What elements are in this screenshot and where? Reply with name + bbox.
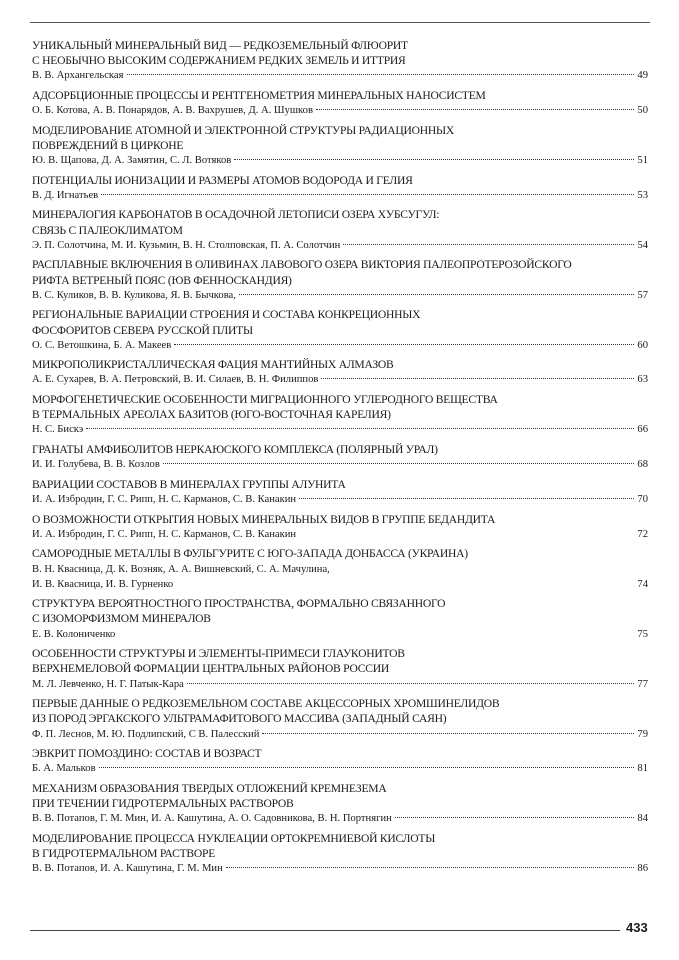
entry-title-line: ПРИ ТЕЧЕНИИ ГИДРОТЕРМАЛЬНЫХ РАСТВОРОВ bbox=[32, 797, 294, 811]
toc-entry bbox=[32, 831, 648, 877]
dot-leader bbox=[262, 733, 634, 734]
entry-authors-line bbox=[32, 288, 648, 303]
entry-title-line: В ТЕРМАЛЬНЫХ АРЕОЛАХ БАЗИТОВ (ЮГО-ВОСТОЧНАЯ КАРЕЛИЯ) bbox=[32, 408, 391, 422]
entry-title-line: ИЗ ПОРОД ЭРГАКСКОГО УЛЬТРАМАФИТОВОГО МАССИВА (ЗАПАДНЫЙ САЯН) bbox=[32, 712, 447, 726]
entry-authors: М. Л. Левченко, Н. Г. Патык-Кара bbox=[32, 678, 184, 690]
toc-entry bbox=[32, 207, 648, 253]
entry-authors: И. И. Голубева, В. В. Козлов bbox=[32, 459, 160, 471]
entry-title-line: РИФТА ВЕТРЕНЫЙ ПОЯС (ЮВ ФЕННОСКАНДИЯ) bbox=[32, 273, 292, 287]
entry-authors: О. С. Ветошкина, Б. А. Макеев bbox=[32, 339, 172, 351]
entry-authors-line bbox=[32, 338, 648, 353]
dot-leader bbox=[187, 683, 635, 684]
entry-authors-line bbox=[32, 188, 648, 203]
dot-leader bbox=[321, 378, 634, 379]
entry-authors-line bbox=[32, 492, 648, 507]
dot-leader bbox=[99, 767, 635, 768]
dot-leader bbox=[239, 294, 634, 295]
dot-leader bbox=[299, 498, 634, 499]
entry-page-number: 74 bbox=[637, 578, 648, 590]
entry-title-line: С НЕОБЫЧНО ВЫСОКИМ СОДЕРЖАНИЕМ РЕДКИХ ЗЕМЕЛЬ И ИТТРИЯ bbox=[32, 54, 406, 68]
entry-authors-line bbox=[32, 527, 648, 542]
toc-entry bbox=[32, 477, 648, 507]
entry-authors: В. В. Архангельская bbox=[32, 70, 124, 82]
toc-entry bbox=[32, 257, 648, 303]
entry-page-number: 60 bbox=[637, 339, 648, 351]
entry-page-number: 77 bbox=[637, 678, 648, 690]
entry-page-number: 68 bbox=[637, 459, 648, 471]
entry-title-line: В ГИДРОТЕРМАЛЬНОМ РАСТВОРЕ bbox=[32, 847, 216, 861]
entry-title-line: РАСПЛАВНЫЕ ВКЛЮЧЕНИЯ В ОЛИВИНАХ ЛАВОВОГО ОЗЕРА ВИКТОРИЯ ПАЛЕОПРОТЕРОЗОЙСКОГО bbox=[32, 258, 572, 272]
header-rule bbox=[30, 22, 650, 23]
entry-page-number: 81 bbox=[637, 763, 648, 775]
entry-authors: Б. А. Мальков bbox=[32, 763, 96, 775]
entry-authors: В. В. Потапов, Г. М. Мин, И. А. Кашутина, А. О. Садовникова, В. Н. Портнягин bbox=[32, 813, 392, 825]
entry-authors: Н. С. Бискэ bbox=[32, 424, 84, 436]
entry-title-line: УНИКАЛЬНЫЙ МИНЕРАЛЬНЫЙ ВИД — РЕДКОЗЕМЕЛЬНЫЙ ФЛЮОРИТ bbox=[32, 39, 408, 52]
toc-entry bbox=[32, 696, 648, 742]
entry-authors: В. В. Потапов, И. А. Кашутина, Г. М. Мин bbox=[32, 863, 223, 875]
entry-title-line: МОРФОГЕНЕТИЧЕСКИЕ ОСОБЕННОСТИ МИГРАЦИОННОГО УГЛЕРОДНОГО ВЕЩЕСТВА bbox=[32, 393, 498, 407]
entry-page-number: 75 bbox=[637, 628, 648, 640]
entry-authors: Ф. П. Леснов, М. Ю. Подлипский, С В. Палесский bbox=[32, 728, 260, 740]
table-of-contents bbox=[32, 38, 648, 881]
entry-page-number: 49 bbox=[637, 70, 648, 82]
entry-title-line: ФОСФОРИТОВ СЕВЕРА РУССКОЙ ПЛИТЫ bbox=[32, 323, 253, 337]
toc-entry bbox=[32, 546, 648, 592]
entry-title-line: С ИЗОМОРФИЗМОМ МИНЕРАЛОВ bbox=[32, 612, 211, 626]
entry-authors-line bbox=[32, 761, 648, 776]
entry-authors-line bbox=[32, 238, 648, 253]
toc-entry bbox=[32, 781, 648, 827]
entry-authors-line bbox=[32, 861, 648, 876]
toc-entry bbox=[32, 88, 648, 118]
entry-title-line: МИКРОПОЛИКРИСТАЛЛИЧЕСКАЯ ФАЦИЯ МАНТИЙНЫХ АЛМАЗОВ bbox=[32, 358, 394, 372]
toc-entry bbox=[32, 123, 648, 169]
entry-title-line: РЕГИОНАЛЬНЫЕ ВАРИАЦИИ СТРОЕНИЯ И СОСТАВА КОНКРЕЦИОННЫХ bbox=[32, 308, 421, 322]
entry-authors: В. С. Куликов, В. В. Куликова, Я. В. Бычкова, bbox=[32, 289, 236, 301]
entry-title-line: АДСОРБЦИОННЫЕ ПРОЦЕССЫ И РЕНТГЕНОМЕТРИЯ МИНЕРАЛЬНЫХ НАНОСИСТЕМ bbox=[32, 88, 486, 102]
entry-authors-line bbox=[32, 372, 648, 387]
entry-authors-line bbox=[32, 562, 648, 577]
entry-title-line: ПОВРЕЖДЕНИЙ В ЦИРКОНЕ bbox=[32, 138, 184, 152]
dot-leader bbox=[316, 109, 634, 110]
entry-page-number: 57 bbox=[637, 289, 648, 301]
entry-authors: И. В. Квасница, И. В. Гурненко bbox=[32, 578, 174, 590]
entry-authors: А. Е. Сухарев, В. А. Петровский, В. И. Силаев, В. Н. Филиппов bbox=[32, 374, 319, 386]
entry-page-number: 66 bbox=[637, 424, 648, 436]
toc-entry bbox=[32, 442, 648, 472]
dot-leader bbox=[101, 194, 634, 195]
entry-title-line: ПЕРВЫЕ ДАННЫЕ О РЕДКОЗЕМЕЛЬНОМ СОСТАВЕ АКЦЕССОРНЫХ ХРОМШИНЕЛИДОВ bbox=[32, 697, 500, 711]
entry-authors-line bbox=[32, 727, 648, 742]
entry-title-line: МОДЕЛИРОВАНИЕ АТОМНОЙ И ЭЛЕКТРОННОЙ СТРУКТУРЫ РАДИАЦИОННЫХ bbox=[32, 123, 455, 137]
entry-page-number: 50 bbox=[637, 105, 648, 117]
entry-authors: И. А. Избродин, Г. С. Рипп, Н. С. Карманов, С. В. Канакин bbox=[32, 493, 297, 505]
entry-page-number: 63 bbox=[637, 374, 648, 386]
page-number: 433 bbox=[626, 920, 648, 935]
entry-authors-line bbox=[32, 457, 648, 472]
toc-entry bbox=[32, 38, 648, 84]
toc-entry bbox=[32, 392, 648, 438]
toc-entry bbox=[32, 646, 648, 692]
entry-title-line: ЭВКРИТ ПОМОЗДИНО: СОСТАВ И ВОЗРАСТ bbox=[32, 747, 262, 761]
entry-page-number: 70 bbox=[637, 493, 648, 505]
entry-title-line: МОДЕЛИРОВАНИЕ ПРОЦЕССА НУКЛЕАЦИИ ОРТОКРЕМНИЕВОЙ КИСЛОТЫ bbox=[32, 831, 436, 845]
entry-authors-line bbox=[32, 677, 648, 692]
entry-page-number: 51 bbox=[637, 155, 648, 167]
entry-title-line: ОСОБЕННОСТИ СТРУКТУРЫ И ЭЛЕМЕНТЫ-ПРИМЕСИ ГЛАУКОНИТОВ bbox=[32, 647, 405, 661]
entry-title-line: МЕХАНИЗМ ОБРАЗОВАНИЯ ТВЕРДЫХ ОТЛОЖЕНИЙ КРЕМНЕЗЕМА bbox=[32, 781, 387, 795]
toc-entry bbox=[32, 357, 648, 387]
entry-title-line: САМОРОДНЫЕ МЕТАЛЛЫ В ФУЛЬГУРИТЕ С ЮГО-ЗАПАДА ДОНБАССА (УКРАИНА) bbox=[32, 547, 468, 561]
dot-leader bbox=[127, 74, 635, 75]
toc-entry bbox=[32, 512, 648, 542]
entry-authors-line bbox=[32, 422, 648, 437]
entry-page-number: 86 bbox=[637, 863, 648, 875]
entry-title-line: ГРАНАТЫ АМФИБОЛИТОВ НЕРКАЮСКОГО КОМПЛЕКСА (ПОЛЯРНЫЙ УРАЛ) bbox=[32, 443, 438, 457]
toc-entry bbox=[32, 596, 648, 642]
entry-title-line: О ВОЗМОЖНОСТИ ОТКРЫТИЯ НОВЫХ МИНЕРАЛЬНЫХ ВИДОВ В ГРУППЕ БЕДАНДИТА bbox=[32, 512, 496, 526]
entry-authors: В. Н. Квасница, Д. К. Возняк, А. А. Вишневский, С. А. Мачулина, bbox=[32, 563, 330, 575]
footer-rule bbox=[30, 930, 620, 931]
entry-page-number: 53 bbox=[637, 189, 648, 201]
entry-authors: Ю. В. Щапова, Д. А. Замятин, С. Л. Вотяков bbox=[32, 155, 232, 167]
entry-authors: Е. В. Колониченко bbox=[32, 628, 116, 640]
toc-entry bbox=[32, 307, 648, 353]
entry-title-line: СТРУКТУРА ВЕРОЯТНОСТНОГО ПРОСТРАНСТВА, ФОРМАЛЬНО СВЯЗАННОГО bbox=[32, 597, 446, 611]
entry-authors: Э. П. Солотчина, М. И. Кузьмин, В. Н. Столповская, П. А. Солотчин bbox=[32, 239, 341, 251]
entry-authors-line bbox=[32, 577, 648, 592]
entry-page-number: 84 bbox=[637, 813, 648, 825]
entry-authors-line bbox=[32, 68, 648, 83]
entry-authors-line bbox=[32, 153, 648, 168]
entry-authors-line bbox=[32, 103, 648, 118]
entry-title-line: ПОТЕНЦИАЛЫ ИОНИЗАЦИИ И РАЗМЕРЫ АТОМОВ ВОДОРОДА И ГЕЛИЯ bbox=[32, 173, 413, 187]
toc-entry bbox=[32, 173, 648, 203]
entry-authors-line bbox=[32, 811, 648, 826]
entry-page-number: 79 bbox=[637, 728, 648, 740]
entry-authors: И. А. Избродин, Г. С. Рипп, Н. С. Карманов, С. В. Канакин bbox=[32, 528, 297, 540]
entry-title-line: ВЕРХНЕМЕЛОВОЙ ФОРМАЦИИ ЦЕНТРАЛЬНЫХ РАЙОНОВ РОССИИ bbox=[32, 662, 389, 676]
entry-title-line: СВЯЗЬ С ПАЛЕОКЛИМАТОМ bbox=[32, 223, 183, 237]
dot-leader bbox=[86, 428, 634, 429]
entry-authors: О. Б. Котова, А. В. Понарядов, А. В. Вахрушев, Д. А. Шушков bbox=[32, 105, 313, 117]
dot-leader bbox=[395, 817, 635, 818]
entry-page-number: 54 bbox=[637, 239, 648, 251]
entry-authors-line bbox=[32, 627, 648, 642]
dot-leader bbox=[163, 463, 635, 464]
entry-page-number: 72 bbox=[637, 528, 648, 540]
dot-leader bbox=[234, 159, 634, 160]
entry-authors: В. Д. Игнатьев bbox=[32, 189, 99, 201]
entry-title-line: МИНЕРАЛОГИЯ КАРБОНАТОВ В ОСАДОЧНОЙ ЛЕТОПИСИ ОЗЕРА ХУБСУГУЛ: bbox=[32, 208, 440, 222]
toc-entry bbox=[32, 746, 648, 776]
dot-leader bbox=[226, 867, 635, 868]
dot-leader bbox=[174, 344, 634, 345]
dot-leader bbox=[343, 244, 634, 245]
entry-title-line: ВАРИАЦИИ СОСТАВОВ В МИНЕРАЛАХ ГРУППЫ АЛУНИТА bbox=[32, 477, 346, 491]
